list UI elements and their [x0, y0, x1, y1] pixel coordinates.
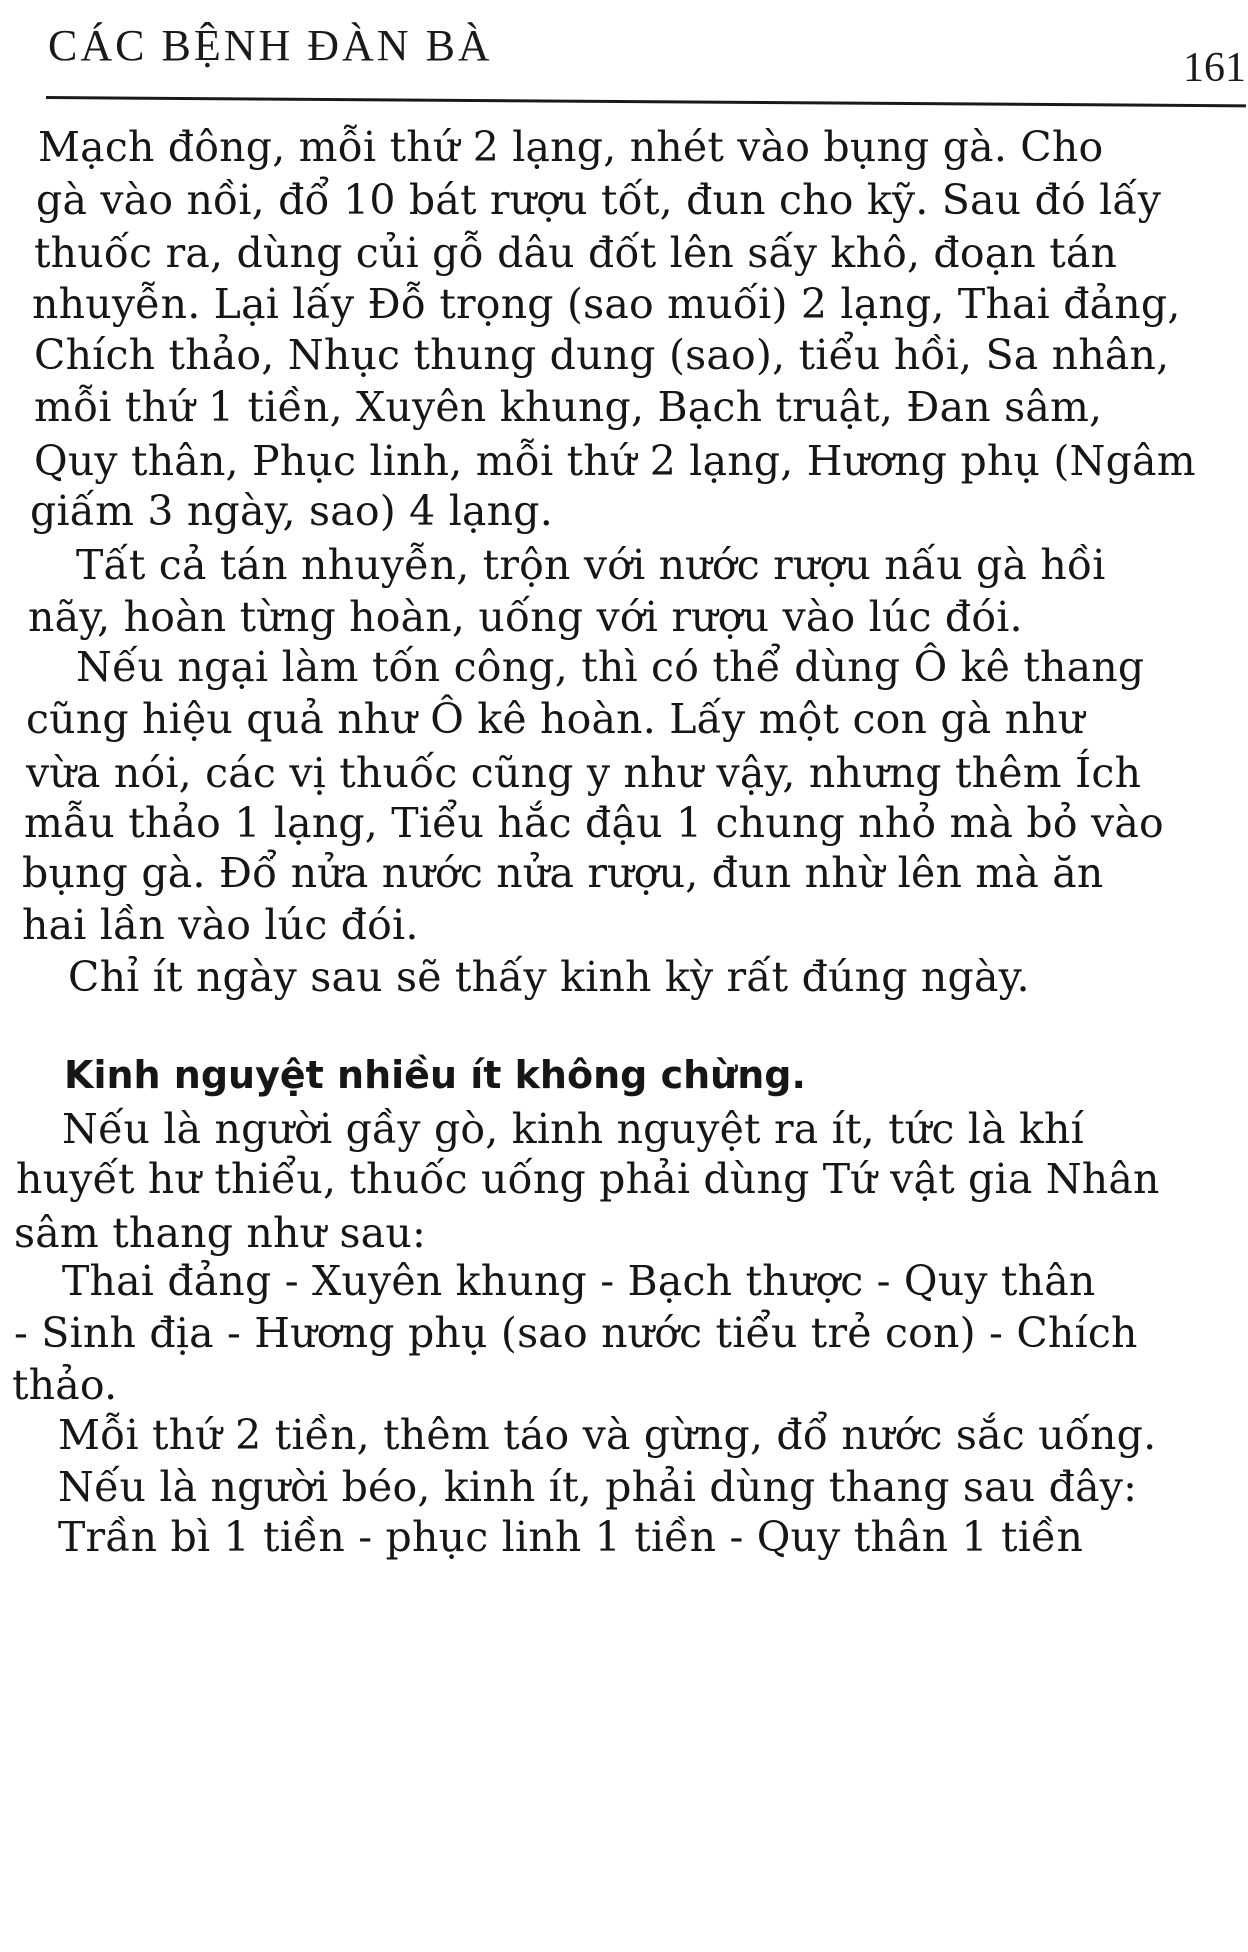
body-line: thuốc ra, dùng củi gỗ dâu đốt lên sấy khô, đoạn tán [34, 229, 1118, 277]
body-line: sâm thang như sau: [14, 1209, 426, 1257]
body-line: nhuyễn. Lại lấy Đỗ trọng (sao muối) 2 lạng, Thai đảng, [32, 280, 1181, 328]
body-line: Nếu là người gầy gò, kinh nguyệt ra ít, tức là khí [62, 1105, 1084, 1153]
body-line: thảo. [12, 1361, 118, 1409]
body-line: giấm 3 ngày, sao) 4 lạng. [30, 487, 553, 535]
body-line: hai lần vào lúc đói. [22, 901, 419, 949]
body-line: Tất cả tán nhuyễn, trộn với nước rượu nấu gà hồi [76, 541, 1106, 589]
body-line: Trần bì 1 tiền - phục linh 1 tiền - Quy thân 1 tiền [58, 1513, 1084, 1561]
body-line: Nếu ngại làm tốn công, thì có thể dùng Ô kê thang [76, 643, 1145, 691]
body-line: Mỗi thứ 2 tiền, thêm táo và gừng, đổ nước sắc uống. [58, 1411, 1157, 1459]
body-line: Chích thảo, Nhục thung dung (sao), tiểu hồi, Sa nhân, [34, 331, 1170, 379]
body-line: Mạch đông, mỗi thứ 2 lạng, nhét vào bụng gà. Cho [38, 123, 1104, 171]
body-line: huyết hư thiểu, thuốc uống phải dùng Tứ vật gia Nhân [16, 1155, 1160, 1203]
body-line: Chỉ ít ngày sau sẽ thấy kinh kỳ rất đúng ngày. [68, 953, 1030, 1001]
body-line: Quy thân, Phục linh, mỗi thứ 2 lạng, Hương phụ (Ngâm [34, 437, 1196, 485]
body-line: mẫu thảo 1 lạng, Tiểu hắc đậu 1 chung nhỏ mà bỏ vào [24, 799, 1164, 847]
body-line: Thai đảng - Xuyên khung - Bạch thược - Quy thân [62, 1257, 1096, 1305]
running-head: CÁC BỆNH ĐÀN BÀ [48, 21, 493, 70]
header-rule [46, 96, 1246, 107]
page-number: 161 [1183, 45, 1246, 91]
body-line: mỗi thứ 1 tiền, Xuyên khung, Bạch truật, Đan sâm, [34, 383, 1103, 431]
body-line: vừa nói, các vị thuốc cũng y như vậy, nhưng thêm Ích [26, 749, 1142, 797]
body-line: nãy, hoàn từng hoàn, uống với rượu vào lúc đói. [28, 593, 1023, 641]
body-line: bụng gà. Đổ nửa nước nửa rượu, đun nhừ lên mà ăn [22, 849, 1104, 897]
section-heading: Kinh nguyệt nhiều ít không chừng. [64, 1053, 806, 1097]
body-line: gà vào nồi, đổ 10 bát rượu tốt, đun cho kỹ. Sau đó lấy [36, 176, 1162, 224]
body-line: cũng hiệu quả như Ô kê hoàn. Lấy một con gà như [26, 695, 1085, 743]
body-line: - Sinh địa - Hương phụ (sao nước tiểu trẻ con) - Chích [14, 1309, 1138, 1357]
body-line: Nếu là người béo, kinh ít, phải dùng thang sau đây: [58, 1463, 1138, 1511]
